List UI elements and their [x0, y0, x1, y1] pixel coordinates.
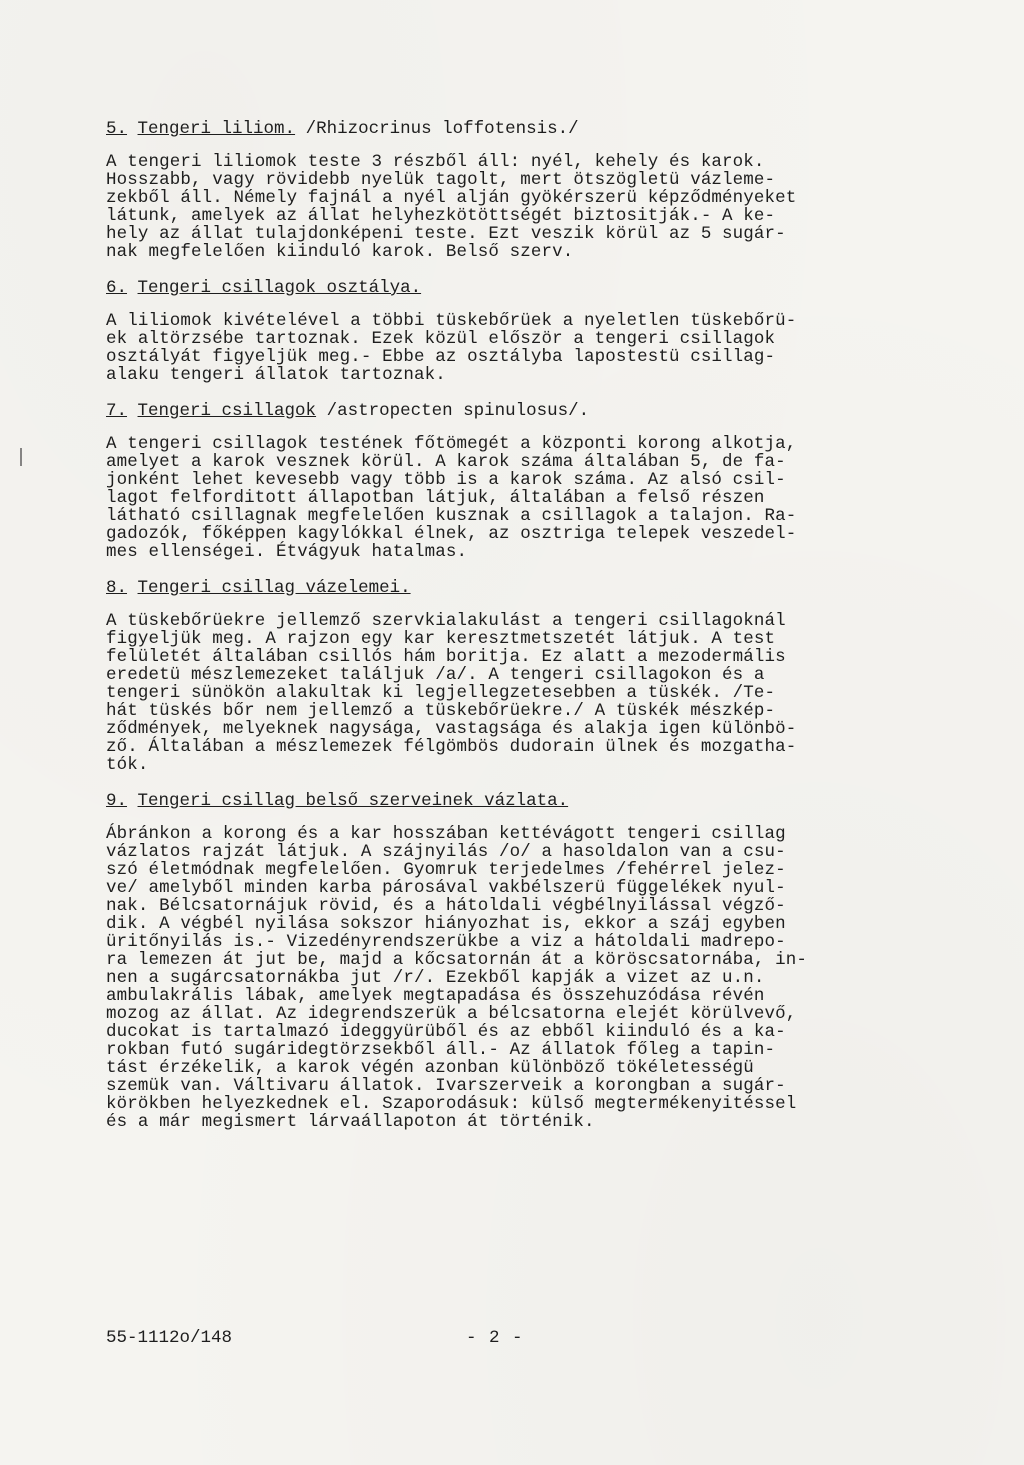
text-line: mes ellenségei. Étvágyuk hatalmas.: [106, 542, 468, 562]
text-line: látunk, amelyek az állat helyhezkötöttségét biztositják.- A ke-: [106, 206, 776, 226]
text-line: és a már megismert lárvaállapoton át történik.: [106, 1112, 595, 1132]
text-line: nak megfelelően kiinduló karok. Belső szerv.: [106, 242, 574, 262]
text-line: ek altörzsébe tartoznak. Ezek közül először a tengeri csillagok: [106, 329, 776, 349]
text-line: szó életmódnak megfelelően. Gyomruk terjedelmes /fehérrel jelez-: [106, 860, 786, 880]
text-line: ve/ amelyből minden karba párosával vakbélszerü függelékek nyul-: [106, 878, 786, 898]
text-line: jonként lehet kevesebb vagy több is a karok száma. Az alsó csil-: [106, 470, 786, 490]
text-line: tók.: [106, 755, 149, 775]
text-line: dik. A végbél nyilása sokszor hiányozhat is, ekkor a száj egyben: [106, 914, 786, 934]
text-line: osztályát figyeljük meg.- Ebbe az osztályba lapostestü csillag-: [106, 347, 776, 367]
text-line: zekből áll. Némely fajnál a nyél alján gyökérszerü képződményeket: [106, 188, 797, 208]
text-line: hát tüskés bőr nem jellemző a tüskebőrüekre./ A tüskék mészkép-: [106, 701, 776, 721]
section-title: Tengeri csillag vázelemei.: [137, 578, 411, 598]
document-number: 55-1112o/148: [106, 1328, 233, 1348]
text-line: A tüskebőrüekre jellemző szervkialakulást a tengeri csillagoknál: [106, 611, 786, 631]
text-line: A tengeri csillagok testének főtömegét a központi korong alkotja,: [106, 434, 797, 454]
text-line: mozog az állat. Az idegrendszerük a bélcsatorna elejét körülvevő,: [106, 1004, 797, 1024]
section-title: Tengeri liliom.: [137, 119, 296, 139]
section-subtitle: /Rhizocrinus loffotensis./: [295, 119, 579, 139]
text-line: nak. Bélcsatornájuk rövid, és a hátoldali végbélnyilással végző-: [106, 896, 786, 916]
section-title: Tengeri csillagok osztálya.: [137, 278, 422, 298]
text-line: A tengeri liliomok teste 3 részből áll: nyél, kehely és karok.: [106, 152, 765, 172]
section-number: 7.: [106, 401, 128, 421]
page-number: - 2 -: [466, 1328, 524, 1348]
section-heading: [106, 400, 906, 422]
text-line: látható csillagnak megfelelően kusznak a csillagok a talajon. Ra-: [106, 506, 797, 526]
section-number: 6.: [106, 278, 128, 298]
text-line: tást érzékelik, a karok végén azonban különböző tökéletességü: [106, 1058, 754, 1078]
text-line: ra lemezen át jut be, majd a kőcsatornán át a köröscsatornába, in-: [106, 950, 808, 970]
text-line: Hosszabb, vagy rövidebb nyelük tagolt, mert ötszögletü vázleme-: [106, 170, 776, 190]
section-number: 9.: [106, 791, 128, 811]
text-line: tengeri sünökön alakultak ki legjellegzetesebben a tüskék. /Te-: [106, 683, 776, 703]
text-line: A liliomok kivételével a többi tüskebőrüek a nyeletlen tüskebőrü-: [106, 311, 797, 331]
section-8: [106, 577, 906, 774]
section-number: 8.: [106, 578, 128, 598]
text-line: hely az állat tulajdonképeni teste. Ezt veszik körül az 5 sugár-: [106, 224, 786, 244]
text-line: nen a sugárcsatornákba jut /r/. Ezekből kapják a vizet az u.n.: [106, 968, 765, 988]
text-line: eredetü mészlemezeket találjuk /a/. A tengeri csillagokon és a: [106, 665, 765, 685]
text-line: amelyet a karok vesznek körül. A karok száma általában 5, de fa-: [106, 452, 786, 472]
text-line: ducokat is tartalmazó ideggyürüből és az ebből kiinduló és a ka-: [106, 1022, 786, 1042]
section-paragraph: [106, 435, 906, 561]
text-line: szemük van. Váltivaru állatok. Ivarszerveik a korongban a sugár-: [106, 1076, 786, 1096]
text-line: alaku tengeri állatok tartoznak.: [106, 365, 446, 385]
text-line: Ábránkon a korong és a kar hosszában kettévágott tengeri csillag: [106, 824, 786, 844]
section-heading: [106, 277, 906, 299]
section-paragraph: [106, 153, 906, 261]
text-line: felületét általában csillós hám boritja. Ez alatt a mezodermális: [106, 647, 786, 667]
text-line: figyeljük meg. A rajzon egy kar keresztmetszetét látjuk. A test: [106, 629, 776, 649]
section-subtitle: /astropecten spinulosus/.: [316, 401, 590, 421]
text-line: ző. Általában a mészlemezek félgömbös dudorain ülnek és mozgatha-: [106, 737, 797, 757]
text-line: üritőnyilás is.- Vizedényrendszerükbe a viz a hátoldali madrepo-: [106, 932, 786, 952]
section-number: 5.: [106, 119, 128, 139]
text-line: ződmények, melyeknek nagysága, vastagsága és alakja igen különbö-: [106, 719, 797, 739]
section-7: [106, 400, 906, 561]
text-line: rokban futó sugáridegtörzsekből áll.- Az állatok főleg a tapin-: [106, 1040, 776, 1060]
section-6: [106, 277, 906, 384]
section-9: [106, 790, 906, 1131]
text-line: ambulakrális lábak, amelyek megtapadása és összehuzódása révén: [106, 986, 765, 1006]
margin-mark: [20, 448, 22, 466]
section-paragraph: [106, 312, 906, 384]
text-line: körökben helyezkednek el. Szaporodásuk: külső megtermékenyitéssel: [106, 1094, 797, 1114]
section-paragraph: [106, 825, 906, 1131]
section-title: Tengeri csillagok: [137, 401, 317, 421]
section-heading: [106, 790, 906, 812]
text-line: lagot felforditott állapotban látjuk, általában a felső részen: [106, 488, 765, 508]
section-title: Tengeri csillag belső szerveinek vázlata.: [137, 791, 569, 811]
section-5: [106, 118, 906, 261]
text-line: gadozók, főképpen kagylókkal élnek, az osztriga telepek veszedel-: [106, 524, 797, 544]
section-heading: [106, 577, 906, 599]
section-heading: [106, 118, 906, 140]
document-body: [106, 118, 906, 1147]
section-paragraph: [106, 612, 906, 774]
text-line: vázlatos rajzát látjuk. A szájnyilás /o/ a hasoldalon van a csu-: [106, 842, 786, 862]
